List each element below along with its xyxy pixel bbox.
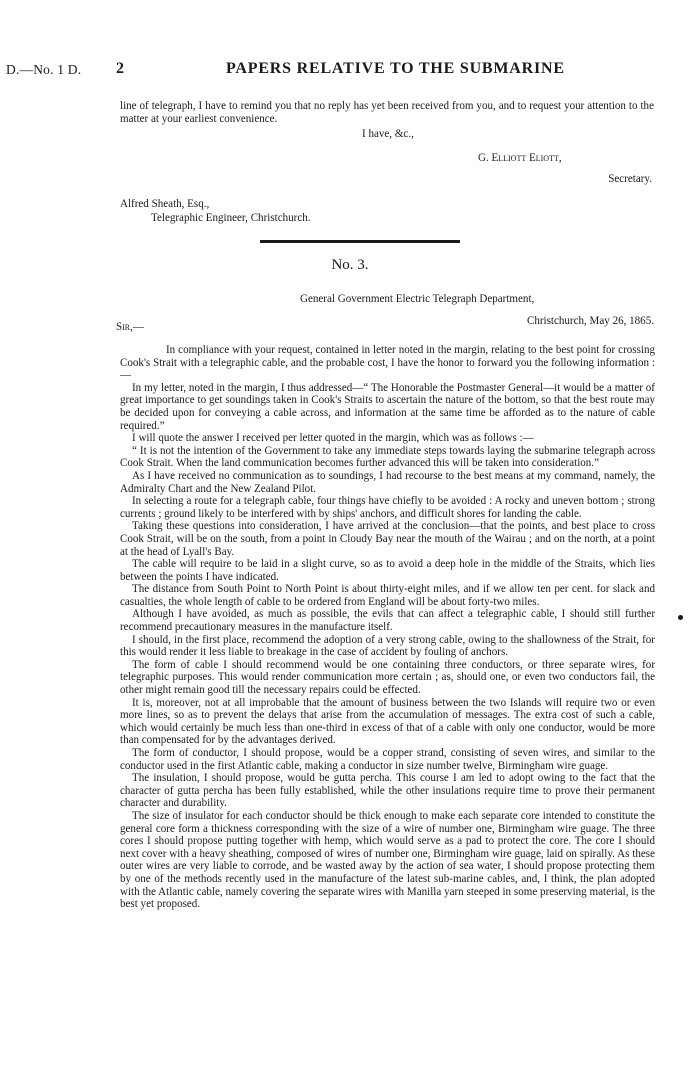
- paragraph: It is, moreover, not at all improbable that the amount of business between the two Islands will require two or even more lines, so as to prevent the delays that arise from the accumulation of messages. The extra cost of such a cable, which would certainly be much less than one-third in excess of that of a cable with only one conductor, would be more than compensated for by the advantages derived.: [120, 696, 655, 747]
- document-reference: D.—No. 1 D.: [6, 62, 82, 77]
- paragraph: In compliance with your request, contained in letter noted in the margin, relating to the best point for crossing Cook's Strait with a telegraphic cable, and the probable cost, I have the honor to forward you the following information :—: [120, 344, 655, 382]
- addressee-title: Telegraphic Engineer, Christchurch.: [151, 212, 311, 224]
- paragraph: “ It is not the intention of the Government to take any immediate steps towards laying the submarine telegraph across Cook Strait. When the land communication becomes further advanced this will be taken into consideration.”: [120, 444, 655, 470]
- running-header: [0, 60, 700, 80]
- salutation: Sir,—: [116, 321, 144, 333]
- letter-closing: I have, &c.,: [362, 128, 414, 140]
- paragraph: The distance from South Point to North Point is about thirty-eight miles, and if we allow ten per cent. for slack and casualties, the whole length of cable to be ordered from England will be about forty-two miles.: [120, 583, 655, 608]
- page-number: 2: [116, 60, 124, 77]
- letter-number: No. 3.: [331, 257, 369, 273]
- paragraph: In my letter, noted in the margin, I thus addressed—“ The Honorable the Postmaster General—it would be a matter of great importance to get soundings taken in Cook's Straits to ascertain the nature of the bottom, so that the best route may be decided upon for conveying a cable across, and information at the same time be afforded as to the nature of cable required.”: [120, 381, 655, 432]
- paragraph: The insulation, I should propose, would be gutta percha. This course I am led to adopt owing to the fact that the character of gutta percha has been fully established, while the other insulations require time to prove their permanent character and durability.: [120, 772, 655, 810]
- paragraph: I should, in the first place, recommend the adoption of a very strong cable, owing to the shallowness of the Strait, for this would render it less liable to breakage in the case of accident by fouling of anchors.: [120, 633, 655, 659]
- paragraph: Taking these questions into consideration, I have arrived at the conclusion—that the points, and best place to cross Cook Strait, will be on the south, from a point in Cloudy Bay near the mouth of the Wairau ; and on the north, at a point at the head of Lyall's Bay.: [120, 520, 655, 558]
- margin-mark: [678, 615, 683, 620]
- signature-title: Secretary.: [608, 173, 652, 185]
- previous-letter-body: line of telegraph, I have to remind you that no reply has yet been received from you, and to request your attention to the matter at your earliest convenience.: [120, 100, 654, 125]
- paragraph: The cable will require to be laid in a slight curve, so as to avoid a deep hole in the middle of the Straits, which lies between the points I have indicated.: [120, 558, 655, 583]
- signature-name: G. Elliott Eliott,: [478, 152, 562, 164]
- running-title: PAPERS RELATIVE TO THE SUBMARINE: [226, 60, 565, 77]
- addressee-name: Alfred Sheath, Esq.,: [120, 198, 210, 210]
- section-divider: [260, 240, 460, 243]
- paragraph: Although I have avoided, as much as possible, the evils that can affect a telegraphic cable, I should still further recommend precautionary measures in the manufacture itself.: [120, 608, 655, 634]
- paragraph: As I have received no communication as to soundings, I had recourse to the best means at my command, namely, the Admiralty Chart and the New Zealand Pilot.: [120, 469, 655, 495]
- paragraph: The size of insulator for each conductor should be thick enough to make each separate core intended to constitute the general core form a thickness corresponding with the size of a wire of number one, Birmingham wire guage. The three cores I should propose putting together with hemp, which would serve as a pad to protect the core. The core I should next cover with a heavy sheathing, composed of wires of number one, Birmingham wire guage, laid on spirally. As these outer wires are very liable to corrode, and be wasted away by the action of sea water, I should propose protecting them by one of the methods recently used in the manufacture of the latest sub-marine cables, and, I think, the plan adopted with the Atlantic cable, namely covering the separate wires with Manilla yarn steeped in some preserving material, is the best yet proposed.: [120, 809, 655, 911]
- place-date: Christchurch, May 26, 1865.: [526, 315, 654, 327]
- letter-body: [120, 344, 655, 911]
- paragraph: I will quote the answer I received per letter quoted in the margin, which was as follows :—: [132, 432, 534, 445]
- paragraph: The form of conductor, I should propose, would be a copper strand, consisting of seven wires, and similar to the conductor used in the first Atlantic cable, making a conductor in size number twelve, Birmingham wire guage.: [120, 747, 655, 772]
- department-line: General Government Electric Telegraph Department,: [300, 293, 535, 305]
- paragraph: The form of cable I should recommend would be one containing three conductors, or three separate wires, for telegraphic purposes. This would render communication more certain ; as, should one, or even two conductors fail, the other might remain good till the necessary repairs could be effected.: [120, 658, 655, 697]
- paragraph: In selecting a route for a telegraph cable, four things have chiefly to be avoided : A rocky and uneven bottom ; strong currents ; ground likely to be interfered with by ships' anchors, and difficult shores for landing the cable.: [120, 495, 655, 520]
